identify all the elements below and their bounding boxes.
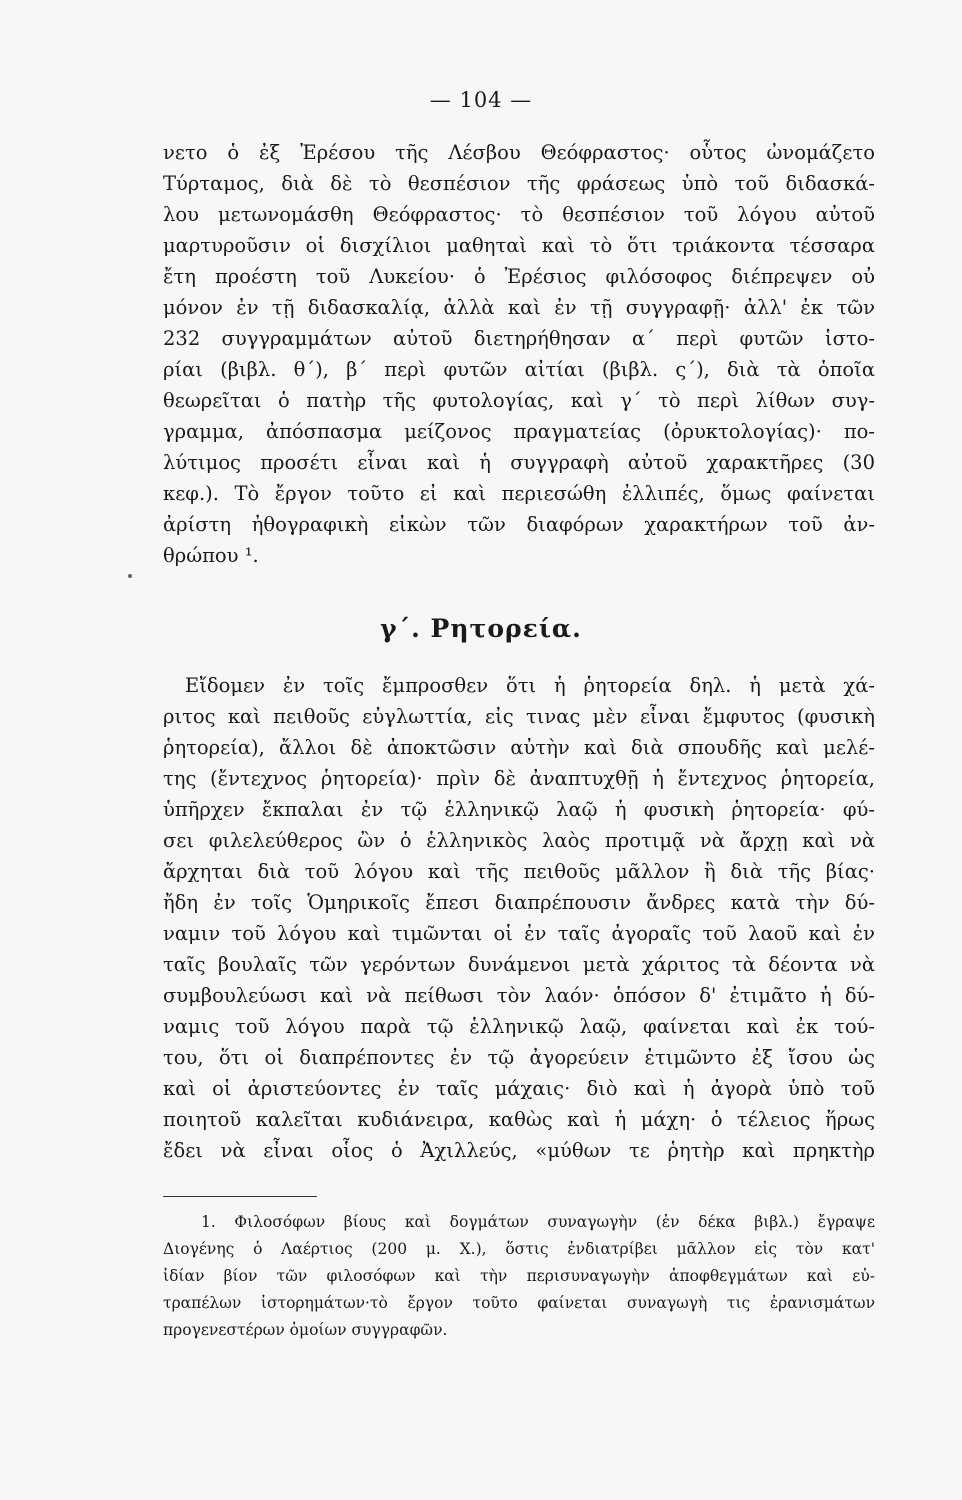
footnote-rule [163, 1196, 317, 1197]
text-line: λου μετωνομάσθη Θεόφραστος· τὸ θεσπέσιον τοῦ λόγου αὐτοῦ [163, 203, 875, 226]
text-line: ποιητοῦ καλεῖται κυδιάνειρα, καθὼς καὶ ἡ μάχη· ὁ τέλειος ἥρως [163, 1108, 875, 1131]
paragraph-rhetoric [163, 670, 875, 1166]
text-line: 232 συγγραμμάτων αὐτοῦ διετηρήθησαν α΄ περὶ φυτῶν ἱστο- [163, 327, 875, 350]
text-line: ταῖς βουλαῖς τῶν γερόντων δυνάμενοι μετὰ χάριτος τὰ δέοντα νὰ [163, 953, 875, 976]
footnote-line: Διογένης ὁ Λαέρτιος (200 μ. Χ.), ὅστις ἐνδιατρίβει μᾶλλον εἰς τὸν κατ' [163, 1240, 875, 1258]
text-line: ριτος καὶ πειθοῦς εὐγλωττία, εἰς τινας μὲν εἶναι ἔμφυτος (φυσικὴ [163, 705, 875, 728]
text-line: ναμιν τοῦ λόγου καὶ τιμῶνται οἱ ἐν ταῖς ἀγοραῖς τοῦ λαοῦ καὶ ἐν [163, 922, 875, 945]
footnote-line: τραπέλων ἱστορημάτων·τὸ ἔργον τοῦτο φαίνεται συναγωγὴ τις ἐρανισμάτων [163, 1294, 875, 1312]
text-line: γραμμα, ἀπόσπασμα μείζονος πραγματείας (ὀρυκτολογίας)· πο- [163, 420, 875, 443]
text-line: θρώπου ¹. [163, 544, 259, 567]
text-line: λύτιμος προσέτι εἶναι καὶ ἡ συγγραφὴ αὐτοῦ χαρακτῆρες (30 [163, 451, 875, 474]
text-line: ἤδη ἐν τοῖς Ὁμηρικοῖς ἔπεσι διαπρέπουσιν ἄνδρες κατὰ τὴν δύ- [163, 891, 875, 914]
text-line: συμβουλεύωσι καὶ νὰ πείθωσι τὸν λαόν· ὁπόσον δ' ἐτιμᾶτο ἡ δύ- [163, 984, 875, 1007]
text-line: καὶ οἱ ἀριστεύοντες ἐν ταῖς μάχαις· διὸ καὶ ἡ ἀγορὰ ὑπὸ τοῦ [163, 1077, 875, 1100]
text-line: ἄρχηται διὰ τοῦ λόγου καὶ τῆς πειθοῦς μᾶλλον ἢ διὰ τῆς βίας· [163, 860, 875, 883]
footnote-line: 1. Φιλοσόφων βίους καὶ δογμάτων συναγωγὴν (ἐν δέκα βιβλ.) ἔγραψε [201, 1213, 875, 1231]
text-line: ἔδει νὰ εἶναι οἷος ὁ Ἀχιλλεύς, «μύθων τε ῥητὴρ καὶ πρηκτὴρ [163, 1139, 875, 1162]
paragraph-theophrastus [163, 137, 875, 571]
margin-mark [128, 574, 132, 578]
footnote [163, 1209, 875, 1344]
text-line: Τύρταμος, διὰ δὲ τὸ θεσπέσιον τῆς φράσεως ὑπὸ τοῦ διδασκά- [163, 172, 875, 195]
text-line: ῥητορεία), ἄλλοι δὲ ἀποκτῶσιν αὐτὴν καὶ διὰ σπουδῆς καὶ μελέ- [163, 736, 875, 759]
text-line: ρίαι (βιβλ. θ΄), β΄ περὶ φυτῶν αἰτίαι (βιβλ. ς΄), διὰ τὰ ὁποῖα [163, 358, 875, 381]
text-line: κεφ.). Τὸ ἔργον τοῦτο εἰ καὶ περιεσώθη ἐλλιπές, ὅμως φαίνεται [163, 482, 875, 505]
text-line: νετο ὁ ἐξ Ἐρέσου τῆς Λέσβου Θεόφραστος· οὗτος ὠνομάζετο [163, 141, 875, 164]
footnote-line: ἰδίαν βίον τῶν φιλοσόφων καὶ τὴν περισυναγωγὴν ἀποφθεγμάτων καὶ εὐ- [163, 1267, 875, 1285]
text-line: του, ὅτι οἱ διαπρέποντες ἐν τῷ ἀγορεύειν ἐτιμῶντο ἐξ ἴσου ὡς [163, 1046, 875, 1069]
text-line: μόνον ἐν τῇ διδασκαλίᾳ, ἀλλὰ καὶ ἐν τῇ συγγραφῇ· ἀλλ' ἐκ τῶν [163, 296, 875, 319]
text-line: της (ἔντεχνος ῥητορεία)· πρὶν δὲ ἀναπτυχθῇ ἡ ἔντεχνος ῥητορεία, [163, 767, 875, 790]
text-line: ἔτη προέστη τοῦ Λυκείου· ὁ Ἐρέσιος φιλόσοφος διέπρεψεν οὐ [163, 265, 875, 288]
section-heading: γ΄. Ρητορεία. [380, 614, 582, 643]
text-line: ὑπῆρχεν ἔκπαλαι ἐν τῷ ἑλληνικῷ λαῷ ἡ φυσικὴ ῥητορεία· φύ- [163, 798, 875, 821]
page-number: — 104 — [429, 88, 533, 112]
text-line: θεωρεῖται ὁ πατὴρ τῆς φυτολογίας, καὶ γ΄ τὸ περὶ λίθων συγ- [163, 389, 875, 412]
footnote-line: προγενεστέρων ὁμοίων συγγραφῶν. [163, 1321, 448, 1339]
text-line: ναμις τοῦ λόγου παρὰ τῷ ἑλληνικῷ λαῷ, φαίνεται καὶ ἐκ τού- [163, 1015, 875, 1038]
text-line: Εἴδομεν ἐν τοῖς ἔμπροσθεν ὅτι ἡ ῥητορεία δηλ. ἡ μετὰ χά- [185, 674, 875, 697]
text-line: ἀρίστη ἠθογραφικὴ εἰκὼν τῶν διαφόρων χαρακτήρων τοῦ ἀν- [163, 513, 875, 536]
text-line: σει φιλελεύθερος ὢν ὁ ἑλληνικὸς λαὸς προτιμᾷ νὰ ἄρχῃ καὶ νὰ [163, 829, 875, 852]
text-line: μαρτυροῦσιν οἱ δισχίλιοι μαθηταὶ καὶ τὸ ὅτι τριάκοντα τέσσαρα [163, 234, 875, 257]
